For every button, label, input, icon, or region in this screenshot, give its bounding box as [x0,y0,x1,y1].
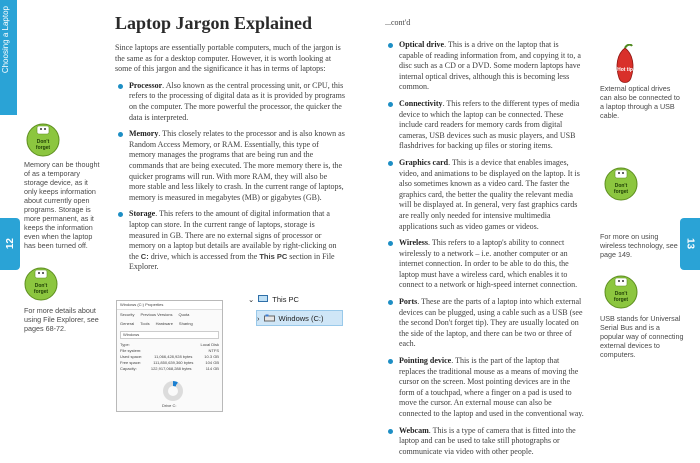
svg-text:forget: forget [33,289,49,295]
tab-security[interactable]: Security [120,312,135,317]
list-item: Webcam. This is a type of camera that is fitted into the laptop and can be used to take still photographs or communicate via video with other people. [385,426,585,458]
dont-forget-badge-icon [22,262,60,304]
list-item: Graphics card. This is a device that enables images, video, and animations to be displayed on the laptop. It is also sometimes known as a video card. The faster the graphics card, the better the quality the relevant media will be displayed at. In general, very fast graphics cards are really only needed for intensive multimedia applications such as video games or videos. [385,158,585,232]
chapter-tab [0,0,17,115]
page-title: Laptop Jargon Explained [115,13,313,33]
tab-general[interactable]: General [120,321,135,326]
right-column [385,40,585,463]
windows-drive-item[interactable]: › Windows (C:) [256,310,343,326]
list-item: Wireless. This refers to a laptop's ability to connect wirelessly to a network – i.e. another computer or an internet connection. In order to be able to do this, the laptop must have a wireless card, which enables it to connect to a network or high-speed internet connection. [385,238,585,291]
tab-hardware[interactable]: Hardware [155,321,173,326]
tab-quota[interactable]: Quota [178,312,190,317]
this-pc-item[interactable]: ⌄ This PC [248,294,299,304]
dont-forget-badge-icon [602,270,640,312]
page-number-right: 13 [680,218,700,270]
optical-drive-tip: External optical drives can also be connected to a laptop through a USB cable. [600,84,680,120]
svg-text:Don't: Don't [614,183,628,189]
intro-paragraph: Since laptops are essentially portable computers, much of the jargon is the same as for a desktop computer. However, it is worth looking at some of this jargon and the significance it has in terms of laptops: [115,43,341,74]
drive-properties-window: Windows (C:) Properties Security Previous Versions Quota General Tools Hardware Sharing Windows Type: Local Disk File system: NTFS Used space: 11,066,428,928 bytes 10.3 GB Free space: 111,850,639,360 bytes 104 GB Capacity: 122,917,068,288 bytes 114 GB Drive C: [116,300,223,412]
page-number-left: 12 [0,218,20,270]
list-item: Optical drive. This is a drive on the laptop that is capable of reading information from, and copying it to, a disc such as a CD or a DVD. Some modern laptops have internal optical drives, although this is becoming less common. [385,40,585,93]
tab-sharing[interactable]: Sharing [178,321,193,326]
dont-forget-badge-icon [24,118,62,160]
list-item: Connectivity. This refers to the different types of media device to which the laptop can be connected. These include card readers for memory cards from digital cameras, USB devices such as music players, and USB flashdrives for backing up files or storing items. [385,99,585,152]
svg-text:Don't: Don't [34,283,48,289]
tab-tools[interactable]: Tools [140,321,150,326]
tab-previous-versions[interactable]: Previous Versions [140,312,173,317]
drive-name-field[interactable]: Windows [120,331,219,339]
list-item: Memory. This closely relates to the processor and is also known as Random Access Memory, or RAM. Essentially, this type of memory manages the programs that are being run and the commands that are being executed. The more memory there is, the quicker programs will run. With more RAM, they will also be more stable and less likely to crash. In the current range of laptops, memory is measured in megabytes (MB) or gigabytes (GB). [115,129,345,203]
usb-tip: USB stands for Universal Serial Bus and is a popular way of connecting external devices to computers. [600,314,684,359]
monitor-icon [258,295,268,303]
chapter-tab-label: Choosing a Laptop [1,6,10,74]
list-item: Pointing device. This is the part of the laptop that replaces the traditional mouse as a means of moving the cursor on the screen. Most pointing devices are in the form of a touchpad, where a finger on a pad is used to move the cursor. An external mouse can also be connected to the laptop and used in the conventional way. [385,356,585,420]
memory-tip: Memory can be thought of as a temporary storage device, as it only keeps information about currently open programs. Storage is more permanent, as it keeps the information even when the laptop has been turned off. [24,160,100,250]
list-item: Storage. This refers to the amount of digital information that a laptop can store. In the current range of laptops, storage is measured in GB. There are no external signs of processor or memory on a laptop but details are available by right-clicking on the C: drive, which is accessed from the This PC section in File Explorer. [115,209,345,273]
window-title: Windows (C:) Properties [117,301,222,310]
chevron-right-icon: › [257,313,260,323]
svg-text:Don't: Don't [614,291,628,297]
svg-text:Don't: Don't [36,139,50,145]
svg-text:forget: forget [613,189,629,195]
list-item: Ports. These are the parts of a laptop into which external devices can be plugged, using a cable such as a USB (see the second Don't forget tip). They are usually located on the side of the laptop, and there can be two or three of each. [385,297,585,350]
file-explorer-tip: For more details about using File Explorer, see pages 68-72. [24,306,99,333]
svg-text:forget: forget [613,297,629,303]
drive-icon [264,314,275,322]
svg-text:Hot tip: Hot tip [617,67,633,73]
file-explorer-snippet [248,292,343,330]
svg-text:forget: forget [35,145,51,151]
list-item: Processor. Also known as the central processing unit, or CPU, this refers to the processing of digital data as it is provided by programs on the computer. The more powerful the processor, the quicker the data is interpreted. [115,81,345,123]
disk-usage-donut [163,381,183,401]
chevron-down-icon: ⌄ [248,294,255,304]
wireless-tip: For more on using wireless technology, see page 149. [600,232,678,259]
left-column [115,43,345,279]
drive-label: Drive C: [162,403,177,408]
hot-tip-badge-icon [607,44,643,88]
continued-label: ...cont'd [385,18,411,27]
dont-forget-badge-icon [602,162,640,204]
